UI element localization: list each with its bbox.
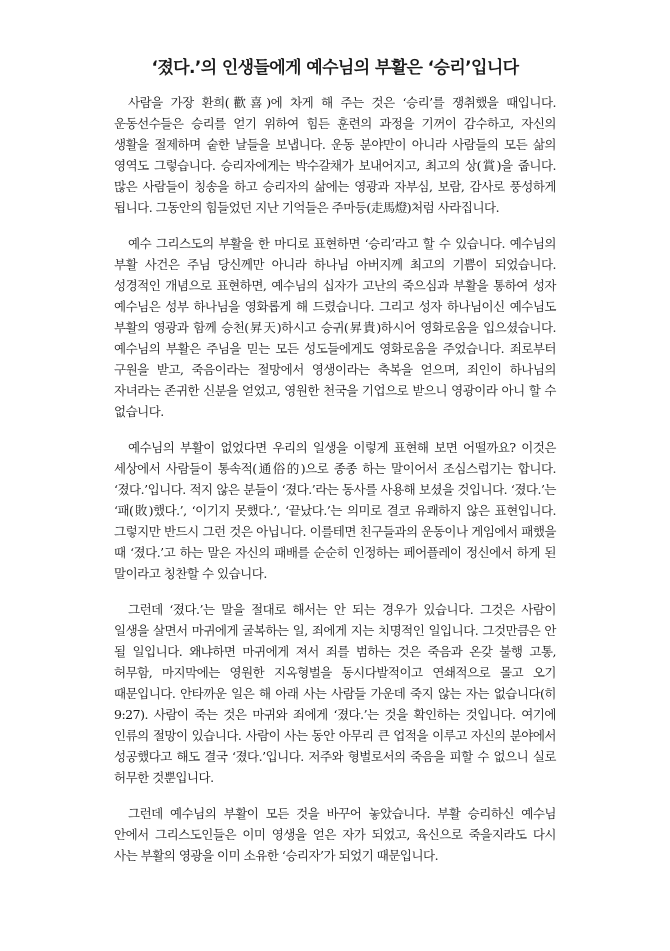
document-page — [114, 56, 556, 881]
paragraph-3: 예수님의 부활이 없었다면 우리의 일생을 이렇게 표현해 보면 어떨까요? 이것은 세상에서 사람들이 통속적(通俗的)으로 종종 하는 말이어서 조심스럽기는 합니다. ‘졌다.’입니다. 적지 않은 분들이 ‘졌다.’라는 동사를 사용해 보셨을 것입니다. ‘졌다.’는 ‘패(敗)했다.’, ‘이기지 못했다.’, ‘끝났다.’는 의미로 결코 유쾌하지 않은 표현입니다. 그렇지만 반드시 그런 것은 아닙니다. 이를테면 친구들과의 운동이나 게임에서 패했을 때 ‘졌다.’고 하는 말은 자신의 패배를 순순히 인정하는 페어플레이 정신에서 하게 된 말이라고 칭찬할 수 있습니다. — [114, 440, 556, 581]
paragraph-4: 그런데 ‘졌다.’는 말을 절대로 해서는 안 되는 경우가 있습니다. 그것은 사람이 일생을 살면서 마귀에게 굴복하는 일, 죄에게 지는 치명적인 일입니다. 그것만큼은 안 될 일입니다. 왜냐하면 마귀에게 져서 죄를 범하는 것은 죽음과 온갖 불행 고통, 허무함, 마지막에는 영원한 지옥형벌을 동시다발적이고 연쇄적으로 몰고 오기 때문입니다. 안타까운 일은 해 아래 사는 사람들 가운데 죽지 않는 자는 없습니다(히 9:27). 사람이 죽는 것은 마귀와 죄에게 ‘졌다.’는 것을 확인하는 것입니다. 여기에 인류의 절망이 있습니다. 사람이 사는 동안 아무리 큰 업적을 이루고 자신의 분야에서 성공했다고 해도 결국 ‘졌다.’입니다. 저주와 형벌로서의 죽음을 피할 수 없으니 실로 허무한 것뿐입니다. — [114, 602, 556, 785]
paragraph-5: 그런데 예수님의 부활이 모든 것을 바꾸어 놓았습니다. 부활 승리하신 예수님 안에서 그리스도인들은 이미 영생을 얻은 자가 되었고, 육신으로 죽을지라도 다시 사는 부활의 영광을 이미 소유한 ‘승리자’가 되었기 때문입니다. — [114, 806, 556, 863]
paragraph-1: 사람을 가장 환희(歡喜)에 차게 해 주는 것은 ‘승리’를 쟁취했을 때입니다. 운동선수들은 승리를 얻기 위하여 힘든 훈련의 과정을 기꺼이 감수하고, 자신의 생활을 절제하며 숱한 날들을 보냅니다. 운동 분야만이 아니라 사람들의 모든 삶의 영역도 그렇습니다. 승리자에게는 박수갈채가 보내어지고, 최고의 상(賞)을 줍니다. 많은 사람들이 칭송을 하고 승리자의 삶에는 영광과 자부심, 보람, 감사로 풍성하게 됩니다. 그동안의 힘들었던 지난 기억들은 주마등(走馬燈)처럼 사라집니다. — [114, 95, 556, 215]
page-title: ‘졌다.’의 인생들에게 예수님의 부활은 ‘승리’입니다 — [151, 58, 519, 78]
paragraph-2: 예수 그리스도의 부활을 한 마디로 표현하면 ‘승리’라고 할 수 있습니다. 예수님의 부활 사건은 주님 당신께만 아니라 하나님 아버지께 최고의 기쁨이 되었습니다. 성경적인 개념으로 표현하면, 예수님의 십자가 고난의 죽으심과 부활을 통하여 성자 예수님은 성부 하나님을 영화롭게 해 드렸습니다. 그리고 성자 하나님이신 예수님도 부활의 영광과 함께 승천(昇天)하시고 승귀(昇貴)하시어 영화로움을 입으셨습니다. 예수님의 부활은 주님을 믿는 모든 성도들에게도 영화로움을 주었습니다. 죄로부터 구원을 받고, 죽음이라는 절망에서 영생이라는 축복을 얻으며, 죄인이 하나님의 자녀라는 존귀한 신분을 얻었고, 영원한 천국을 기업으로 받으니 영광이라 아니 할 수 없습니다. — [114, 236, 556, 419]
